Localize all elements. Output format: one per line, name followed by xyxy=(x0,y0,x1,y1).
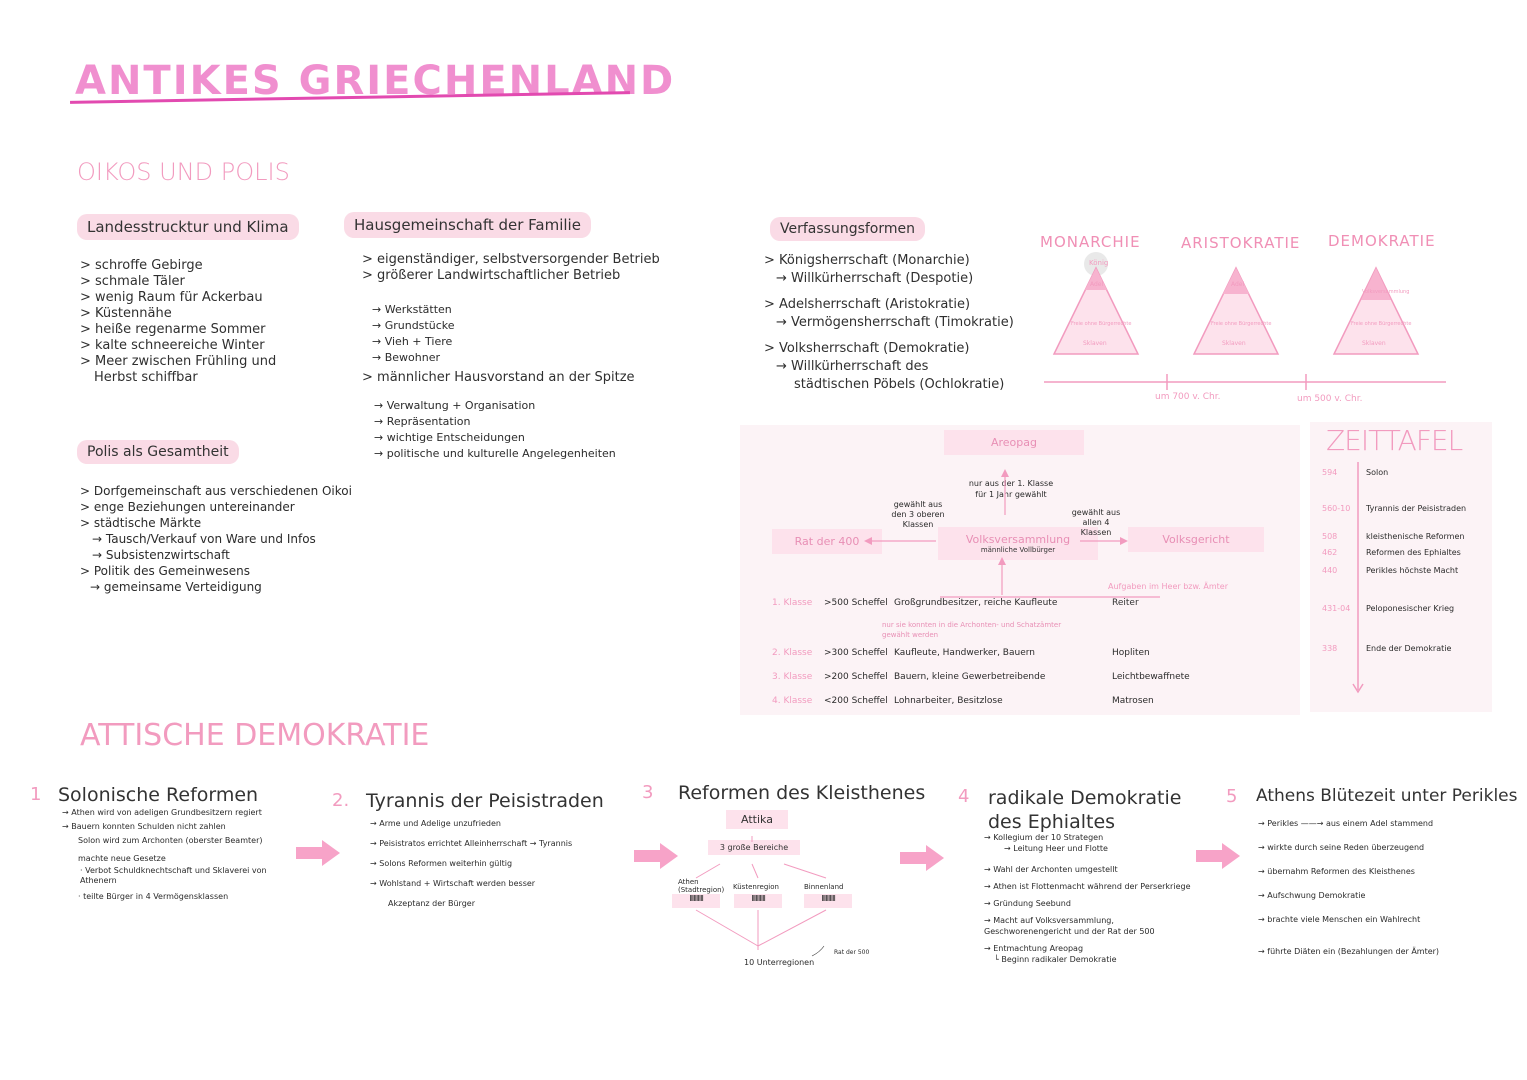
list-item: → Aufschwung Demokratie xyxy=(1258,891,1366,900)
haus-item3: > männlicher Hausvorstand an der Spitze xyxy=(362,370,635,385)
table-row: 560-10 Tyrannis der Peisistraden xyxy=(1322,504,1467,513)
list-item: > größerer Landwirtschaftlicher Betrieb xyxy=(362,268,621,283)
tri-layer: Freie ohne Bürgerrechte xyxy=(1351,321,1412,327)
tri-layer: Adel xyxy=(1231,281,1245,288)
list-item: · teilte Bürger in 4 Vermögensklassen xyxy=(78,892,229,901)
list-item: → Repräsentation xyxy=(374,415,471,428)
aristokratie-label: ARISTOKRATIE xyxy=(1181,234,1301,252)
list-item: → Bewohner xyxy=(372,351,440,364)
list-item: → gemeinsame Verteidigung xyxy=(90,580,262,594)
list-item: → Macht auf Volksversammlung, Geschworenengericht und der Rat der 500 xyxy=(984,916,1155,936)
rat-note: gewählt aus den 3 oberen Klassen xyxy=(891,500,945,529)
list-item: städtischen Pöbels (Ochlokratie) xyxy=(794,377,1005,392)
list-item: > wenig Raum für Ackerbau xyxy=(80,290,263,305)
list-item: → Wohlstand + Wirtschaft werden besser xyxy=(370,879,536,888)
table-row: 462 Reformen des Ephialtes xyxy=(1322,548,1461,557)
table-row: 338 Ende der Demokratie xyxy=(1322,644,1452,653)
oikos-heading: OIKOS UND POLIS xyxy=(77,158,290,186)
region-marks: IIIIIIIIII xyxy=(734,894,782,908)
flow-arrow-icon xyxy=(634,843,680,869)
step-title: Reformen des Kleisthenes xyxy=(678,782,926,804)
list-item: Solon wird zum Archonten (oberster Beamter) xyxy=(78,836,263,845)
vv-label: Volksversammlung xyxy=(965,533,1071,546)
tri-layer: Volksversammlung xyxy=(1362,289,1410,295)
table-row: 508 kleisthenische Reformen xyxy=(1322,532,1465,541)
list-item: > schroffe Gebirge xyxy=(80,258,203,273)
list-item: → Subsistenzwirtschaft xyxy=(92,548,230,562)
list-item: > Königsherrschaft (Monarchie) xyxy=(764,253,970,268)
list-item: · Verbot Schuldknechtschaft und Sklaverei von Athenern xyxy=(80,866,267,885)
list-item: → Bauern konnten Schulden nicht zahlen xyxy=(62,822,226,831)
list-item: → Perikles ——→ aus einem Adel stammend xyxy=(1258,819,1434,828)
tri-layer: Sklaven xyxy=(1362,340,1386,347)
list-item: └ Beginn radikaler Demokratie xyxy=(994,955,1117,964)
list-item: → Leitung Heer und Flotte xyxy=(1004,844,1108,853)
list-item: → Arme und Adelige unzufrieden xyxy=(370,819,501,828)
k1-note: nur sie konnten in die Archonten- und Schatzämter gewählt werden xyxy=(882,621,1062,639)
table-row: 2. Klasse >300 Scheffel Kaufleute, Handwerker, Bauern Hopliten xyxy=(772,648,1150,658)
flow-arrow-icon xyxy=(296,840,342,866)
region-label: Küstenregion xyxy=(733,883,779,891)
list-item: > städtische Märkte xyxy=(80,516,202,530)
list-item: > Adelsherrschaft (Aristokratie) xyxy=(764,297,971,312)
step-title: Tyrannis der Peisistraden xyxy=(366,790,604,812)
step-title: radikale Demokratie des Ephialtes xyxy=(988,787,1182,833)
timeline-label: um 700 v. Chr. xyxy=(1155,392,1221,402)
table-row: 431-04 Peloponesischer Krieg xyxy=(1322,604,1455,613)
step-title: Solonische Reformen xyxy=(58,784,259,806)
list-item: → politische und kulturelle Angelegenheiten xyxy=(374,447,616,460)
tri-layer: Sklaven xyxy=(1222,340,1246,347)
unterregionen-label: 10 Unterregionen xyxy=(744,958,815,967)
list-item: → Vieh + Tiere xyxy=(372,335,453,348)
list-item: → Verwaltung + Organisation xyxy=(374,399,536,412)
list-item: → Peisistratos errichtet Alleinherrschaft → Tyrannis xyxy=(370,839,573,848)
table-row: 440 Perikles höchste Macht xyxy=(1322,566,1459,575)
attisch-heading: ATTISCHE DEMOKRATIE xyxy=(80,718,430,753)
page-title: ANTIKES GRIECHENLAND xyxy=(75,58,676,104)
list-item: > Dorfgemeinschaft aus verschiedenen Oikoi xyxy=(80,484,352,498)
list-item: → Werkstätten xyxy=(372,303,452,316)
region-label: Binnenland xyxy=(804,883,844,891)
demokratie-label: DEMOKRATIE xyxy=(1328,232,1436,250)
list-item: → Vermögensherrschaft (Timokratie) xyxy=(776,315,1014,330)
list-item: > Meer zwischen Frühling und xyxy=(80,354,277,369)
step-list xyxy=(984,832,1194,965)
tri-layer: Freie ohne Bürgerrechte xyxy=(1211,321,1272,327)
vg-note: gewählt aus allen 4 Klassen xyxy=(1071,508,1121,537)
areopag-note: nur aus der 1. Klasse für 1 Jahr gewählt xyxy=(968,479,1054,499)
step-number: 3 xyxy=(642,782,654,803)
list-item: → Grundstücke xyxy=(372,319,455,332)
region-label: Athen (Stadtregion) xyxy=(678,878,725,894)
attika-box: Attika xyxy=(726,810,788,829)
list-item: → Athen wird von adeligen Grundbesitzern regiert xyxy=(62,808,262,817)
step-number: 1 xyxy=(30,784,42,805)
step-list xyxy=(1258,812,1439,964)
list-item: → Willkürherrschaft (Despotie) xyxy=(776,271,974,286)
verfassung-list xyxy=(764,252,1014,394)
tri-layer: Adel xyxy=(1090,281,1104,288)
list-item: > Politik des Gemeinwesens xyxy=(80,564,250,578)
haus-label: Hausgemeinschaft der Familie xyxy=(344,212,591,238)
rat-500-label: Rat der 500 xyxy=(834,949,870,956)
list-item: → Willkürherrschaft des xyxy=(776,359,929,374)
verfassung-label: Verfassungsformen xyxy=(770,217,925,241)
tri-layer: Sklaven xyxy=(1083,340,1107,347)
step-number: 2. xyxy=(332,790,350,811)
list-item: > schmale Täler xyxy=(80,274,185,289)
region-marks: IIIIIIIIII xyxy=(804,894,852,908)
list-item: → wichtige Entscheidungen xyxy=(374,431,525,444)
koenig-label: König xyxy=(1089,259,1109,267)
list-item: → wirkte durch seine Reden überzeugend xyxy=(1258,843,1425,852)
flow-arrow-icon xyxy=(900,845,946,871)
list-item: > kalte schneereiche Winter xyxy=(80,338,265,353)
list-item: > eigenständiger, selbstversorgender Betrieb xyxy=(362,252,660,267)
monarchie-label: MONARCHIE xyxy=(1040,233,1141,251)
list-item: Herbst schiffbar xyxy=(94,370,198,385)
landes-label: Landesstrucktur und Klima xyxy=(77,214,299,240)
klassen-table xyxy=(772,596,1292,718)
list-item: > Volksherrschaft (Demokratie) xyxy=(764,341,970,356)
polis-label: Polis als Gesamtheit xyxy=(77,440,239,464)
heer-note: Aufgaben im Heer bzw. Ämter xyxy=(1108,582,1228,591)
table-row: 3. Klasse >200 Scheffel Bauern, kleine Gewerbetreibende Leichtbewaffnete xyxy=(772,672,1190,682)
zeittafel-rows xyxy=(1322,466,1492,662)
list-item: → Kollegium der 10 Strategen xyxy=(984,833,1104,842)
landes-list xyxy=(80,258,276,386)
list-item: → Wahl der Archonten umgestellt xyxy=(984,865,1118,874)
list-item: machte neue Gesetze xyxy=(78,854,166,863)
region-marks: IIIIIIIIII xyxy=(672,894,720,908)
table-row: 1. Klasse >500 Scheffel Großgrundbesitzer, reiche Kaufleute Reiter xyxy=(772,598,1139,608)
haus-sub2 xyxy=(374,398,616,462)
list-item: → führte Diäten ein (Bezahlungen der Ämter) xyxy=(1258,947,1440,956)
list-item: → Solons Reformen weiterhin gültig xyxy=(370,859,513,868)
table-row: 594 Solon xyxy=(1322,468,1389,477)
list-item: → Entmachtung Areopag xyxy=(984,944,1084,953)
list-item: → übernahm Reformen des Kleisthenes xyxy=(1258,867,1415,876)
polis-list xyxy=(80,483,352,595)
tri-layer: Freie ohne Bürgerrechte xyxy=(1071,321,1132,327)
list-item: → Athen ist Flottenmacht während der Perserkriege xyxy=(984,882,1191,891)
bereiche-box: 3 große Bereiche xyxy=(708,840,800,855)
step-list xyxy=(62,806,300,904)
timeline-label: um 500 v. Chr. xyxy=(1297,394,1363,404)
list-item: → Gründung Seebund xyxy=(984,899,1071,908)
list-item: Akzeptanz der Bürger xyxy=(388,899,475,908)
areopag-box: Areopag xyxy=(944,430,1084,455)
list-item: > enge Beziehungen untereinander xyxy=(80,500,295,514)
list-item: → brachte viele Menschen ein Wahlrecht xyxy=(1258,915,1421,924)
list-item: > Küstennähe xyxy=(80,306,172,321)
step-number: 5 xyxy=(1226,786,1238,807)
vv-sub: männliche Vollbürger xyxy=(980,546,1056,554)
haus-list xyxy=(362,252,660,284)
step-list xyxy=(370,814,572,914)
list-item: → Tausch/Verkauf von Ware und Infos xyxy=(92,532,316,546)
step-title: Athens Blütezeit unter Perikles xyxy=(1256,786,1518,806)
step-number: 4 xyxy=(958,786,970,807)
haus-sub1 xyxy=(372,302,455,366)
list-item: > heiße regenarme Sommer xyxy=(80,322,266,337)
flow-arrow-icon xyxy=(1196,843,1242,869)
vg-box: Volksgericht xyxy=(1128,527,1264,552)
rat-box: Rat der 400 xyxy=(772,529,882,554)
table-row: 4. Klasse <200 Scheffel Lohnarbeiter, Besitzlose Matrosen xyxy=(772,696,1154,706)
zeittafel-title: ZEITTAFEL xyxy=(1326,424,1463,457)
